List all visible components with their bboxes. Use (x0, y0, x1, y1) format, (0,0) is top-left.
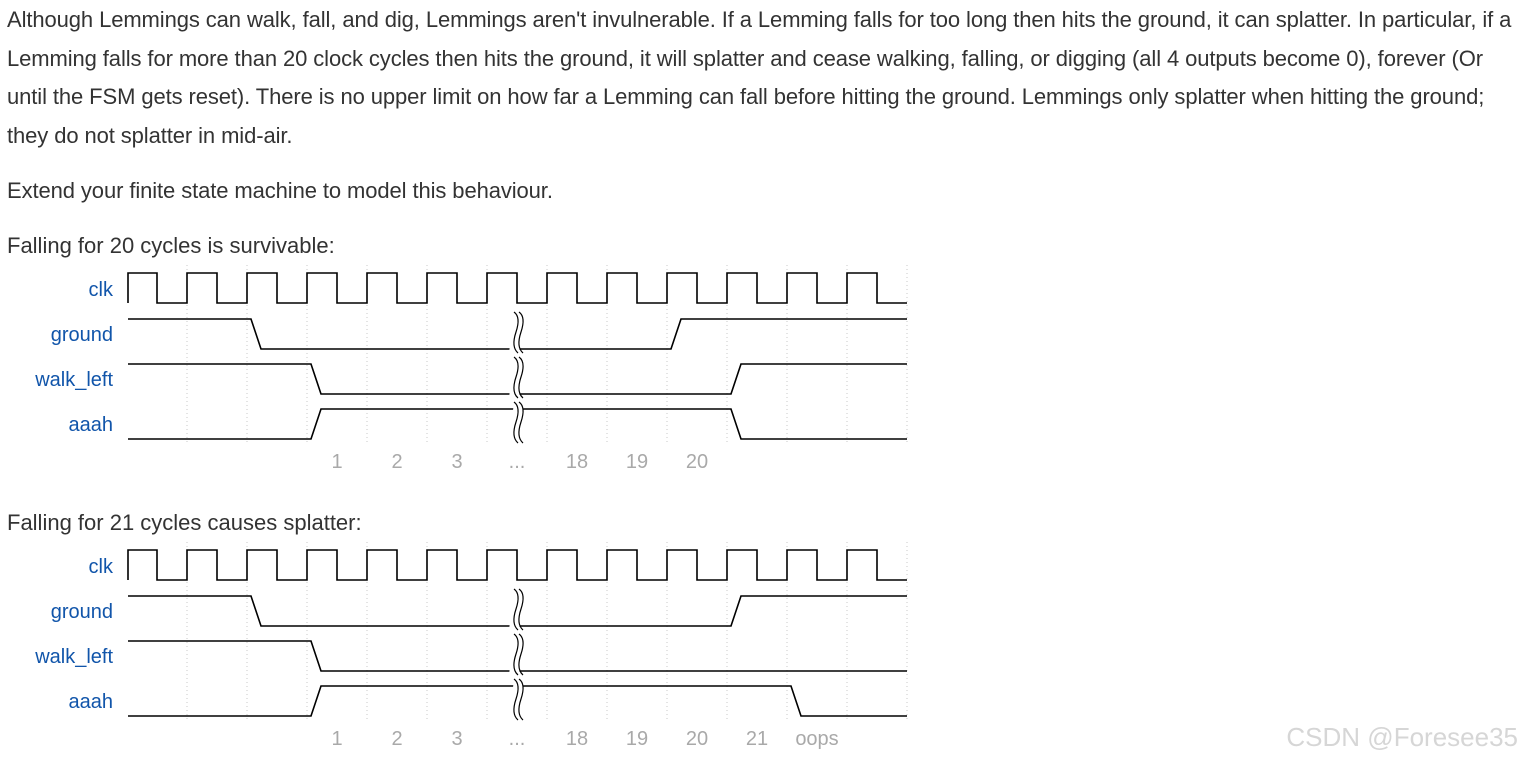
cycle-tick-label: 20 (685, 728, 709, 750)
cycle-tick-label: 19 (625, 451, 649, 473)
cycle-tick-label: 18 (565, 728, 589, 750)
cycle-tick-label: 19 (625, 728, 649, 750)
signal-label-aaah: aaah (68, 691, 113, 713)
problem-description-paragraph: Although Lemmings can walk, fall, and dig, Lemmings aren't invulnerable. If a Lemming falls for too long then hits the ground, it can splatter. In particular, if a Lemming falls for more than 20 clock cycles then hits the ground, it will splatter and cease walking, falling, or digging (all 4 outputs become 0), forever (Or until the FSM gets reset). There is no upper limit on how far a Lemming can fall before hitting the ground. Lemmings only splatter when hitting the ground; they do not splatter in mid-air. (7, 7, 1512, 148)
cycle-tick-label-oops: oops (795, 728, 839, 750)
waveform-diagram-splatter (0, 539, 920, 769)
cycle-tick-label: ... (508, 451, 526, 473)
cycle-tick-label: 3 (451, 451, 463, 473)
signal-label-walk-left: walk_left (35, 369, 113, 391)
cycle-tick-label: ... (508, 728, 526, 750)
time-break-marker (509, 312, 524, 443)
signal-label-aaah: aaah (68, 414, 113, 436)
cycle-tick-label: 20 (685, 451, 709, 473)
signal-label-ground: ground (50, 324, 113, 346)
csdn-watermark: CSDN @Foresee35 (1286, 722, 1518, 752)
signal-label-clk: clk (88, 556, 113, 578)
cycle-tick-label: 1 (331, 728, 343, 750)
cycle-tick-label: 2 (391, 451, 403, 473)
cycle-tick-label: 3 (451, 728, 463, 750)
time-break-marker (509, 589, 524, 720)
cycle-tick-label: 1 (331, 451, 343, 473)
signal-label-ground: ground (50, 601, 113, 623)
clk-trace (128, 550, 907, 580)
waveform-1-caption: Falling for 20 cycles is survivable: (7, 233, 335, 258)
instruction-paragraph: Extend your finite state machine to model this behaviour. (7, 178, 553, 203)
waveform-2-caption: Falling for 21 cycles causes splatter: (7, 510, 362, 535)
cycle-tick-label: 18 (565, 451, 589, 473)
waveform-diagram-survivable (0, 262, 920, 492)
signal-label-walk-left: walk_left (35, 646, 113, 668)
cycle-tick-label: 21 (745, 728, 769, 750)
signal-label-clk: clk (88, 279, 113, 301)
clk-trace (128, 273, 907, 303)
cycle-tick-label: 2 (391, 728, 403, 750)
